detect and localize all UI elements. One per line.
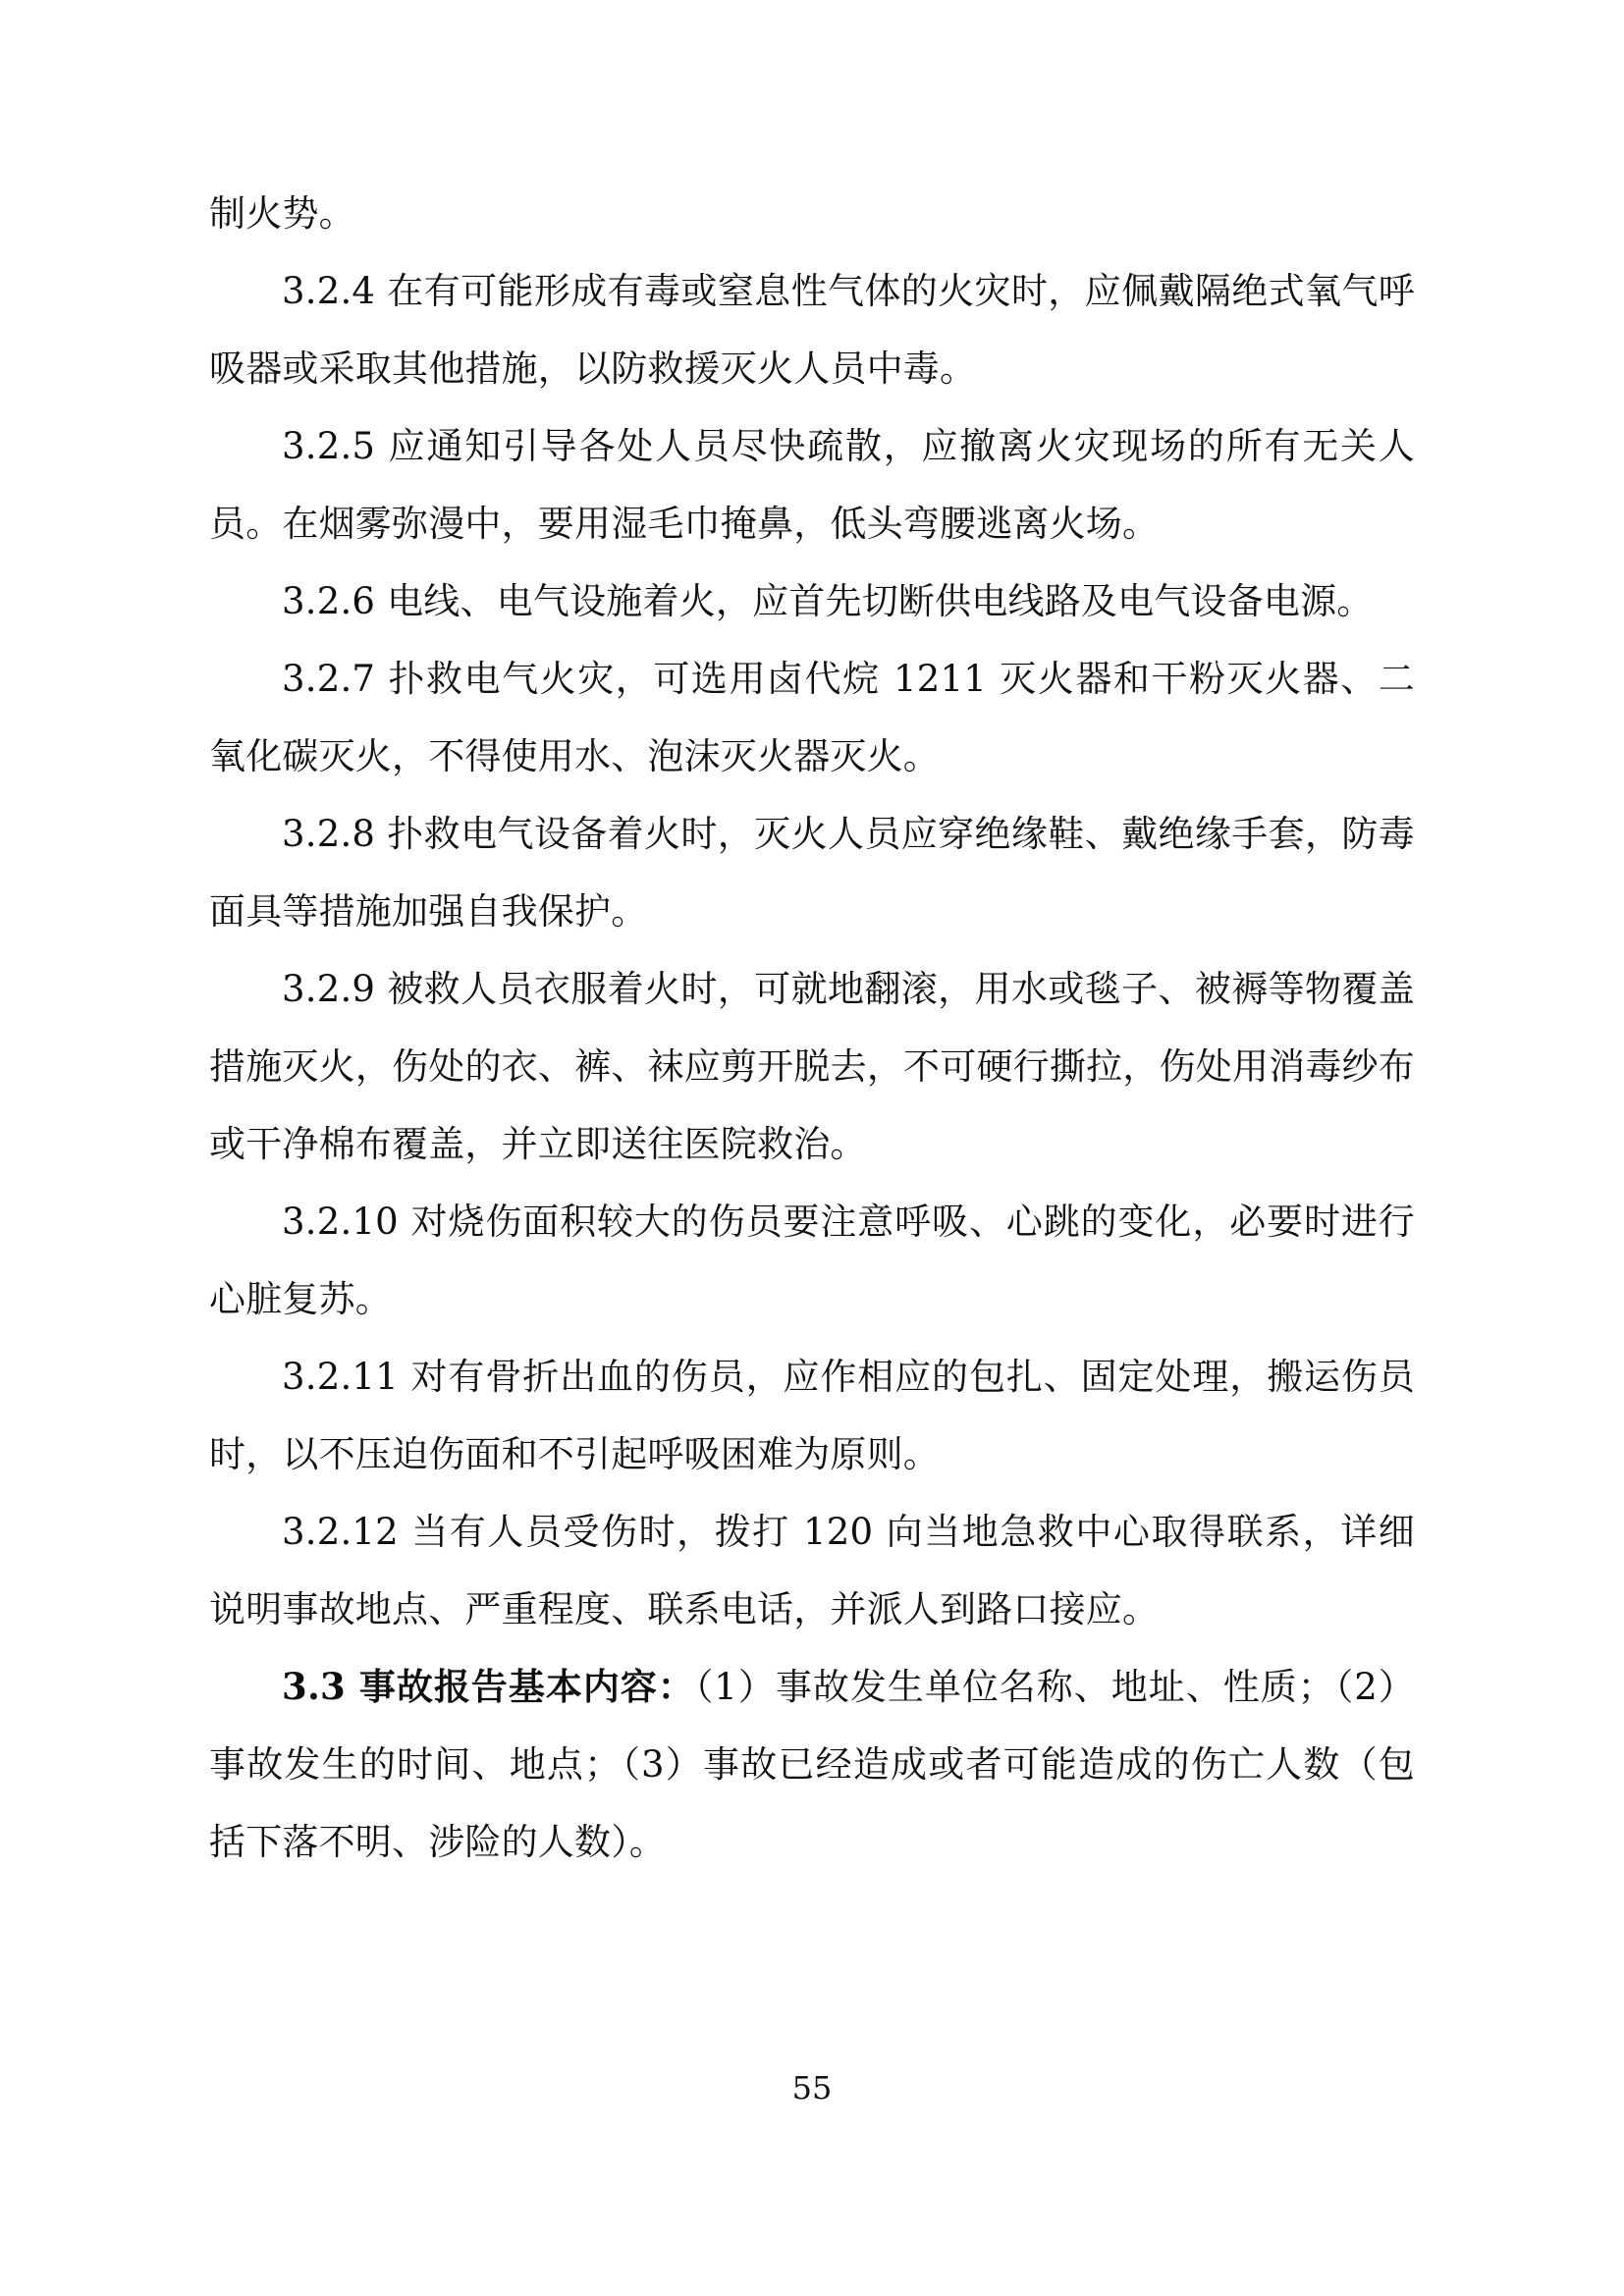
paragraph-text: （1）事故发生单位名称、地址、性质；（2）事故发生的时间、地点；（3）事故已经造成或者可能造成的伤亡人数（包括下落不明、涉险的人数）。: [209, 1666, 1415, 1863]
page-number: 55: [791, 2069, 833, 2107]
paragraph-text: 制火势。: [209, 192, 355, 235]
paragraph-continuation: [209, 175, 1415, 252]
paragraph-text: 3.2.5 应通知引导各处人员尽快疏散，应撤离火灾现场的所有无关人员。在烟雾弥漫中，要用湿毛巾掩鼻，低头弯腰逃离火场。: [209, 425, 1415, 545]
paragraph-3-2-11: [209, 1338, 1415, 1493]
paragraph-3-2-6: [209, 562, 1415, 640]
paragraph-text: 3.2.9 被救人员衣服着火时，可就地翻滚，用水或毯子、被褥等物覆盖措施灭火，伤处的衣、裤、袜应剪开脱去，不可硬行撕拉，伤处用消毒纱布或干净棉布覆盖，并立即送往医院救治。: [209, 968, 1415, 1165]
paragraph-text: 3.2.12 当有人员受伤时，拨打 120 向当地急救中心取得联系，详细说明事故地点、严重程度、联系电话，并派人到路口接应。: [209, 1511, 1415, 1630]
paragraph-3-2-10: [209, 1183, 1415, 1338]
paragraph-heading-lead: 3.3 事故报告基本内容：: [282, 1665, 695, 1708]
paragraph-text: 3.2.7 扑救电气火灾，可选用卤代烷 1211 灭火器和干粉灭火器、二氧化碳灭火，不得使用水、泡沫灭火器灭火。: [209, 658, 1415, 777]
paragraph-3-2-7: [209, 640, 1415, 795]
paragraph-3-2-8: [209, 795, 1415, 950]
paragraph-text: 3.2.11 对有骨折出血的伤员，应作相应的包扎、固定处理，搬运伤员时，以不压迫伤面和不引起呼吸困难为原则。: [209, 1356, 1415, 1475]
paragraph-text: 3.2.6 电线、电气设施着火，应首先切断供电线路及电气设备电源。: [282, 580, 1374, 622]
paragraph-text: 3.2.4 在有可能形成有毒或窒息性气体的火灾时，应佩戴隔绝式氧气呼吸器或采取其他措施，以防救援灭火人员中毒。: [209, 270, 1415, 390]
paragraph-3-2-4: [209, 252, 1415, 407]
paragraph-3-2-12: [209, 1493, 1415, 1648]
paragraph-3-3: [209, 1648, 1415, 1881]
paragraph-text: 3.2.10 对烧伤面积较大的伤员要注意呼吸、心跳的变化，必要时进行心脏复苏。: [209, 1201, 1415, 1320]
document-body: [209, 175, 1415, 1881]
paragraph-text: 3.2.8 扑救电气设备着火时，灭火人员应穿绝缘鞋、戴绝缘手套，防毒面具等措施加强自我保护。: [209, 813, 1415, 933]
paragraph-3-2-5: [209, 407, 1415, 562]
paragraph-3-2-9: [209, 950, 1415, 1183]
